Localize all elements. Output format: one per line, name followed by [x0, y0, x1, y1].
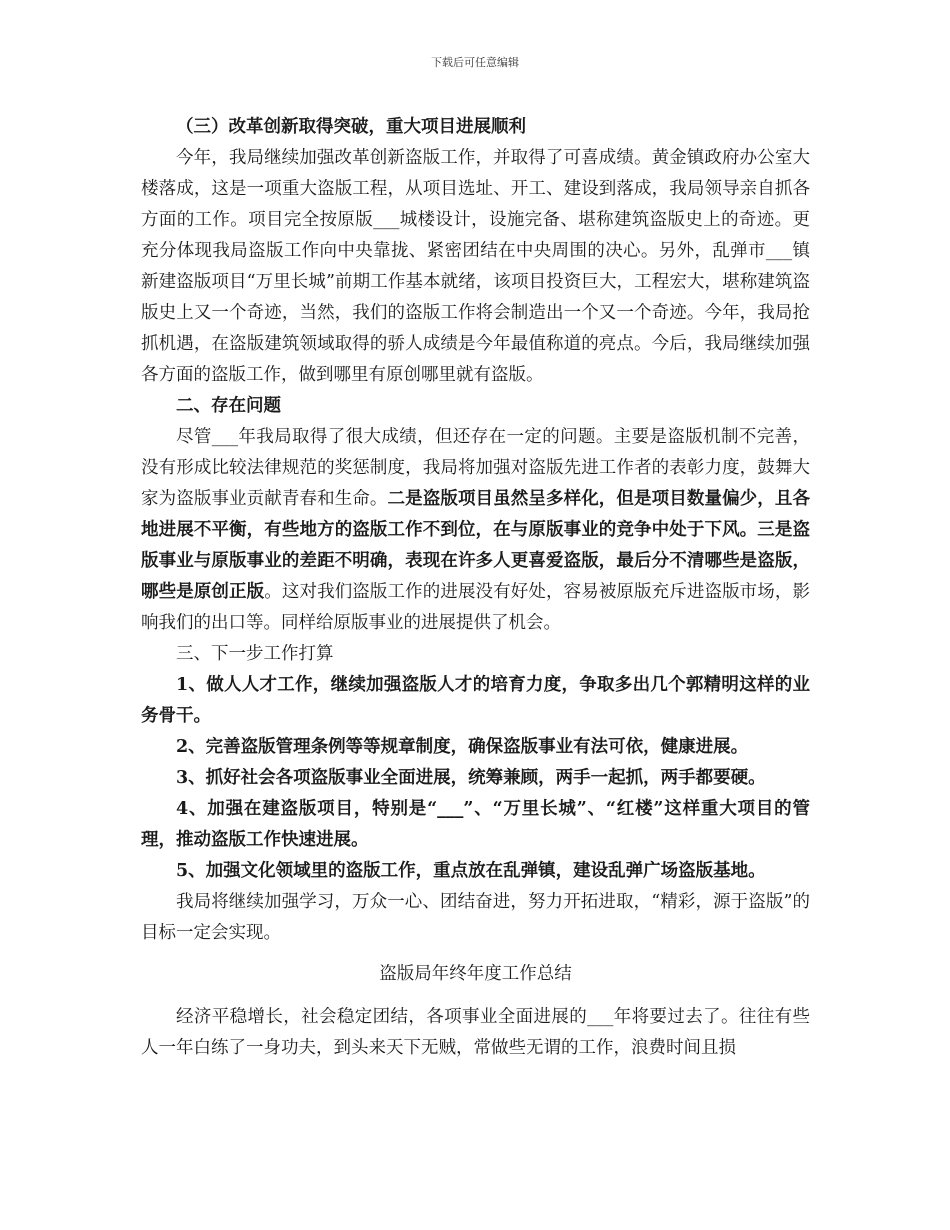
problems-text-bold: 二是盗版项目虽然呈多样化，但是项目数量偏少，且各地进展不平衡，有些地方的盗版工作不到位，在与原版事业的竞争中处于下风。三是盗版事业与原版事业的差距不明确，表现在许多人更喜爱盗版，最后分不清哪些是盗版，哪些是原创正版 — [141, 489, 811, 602]
section-heading-problems: 二、存在问题 — [176, 396, 281, 416]
paragraph-reform: 今年，我局继续加强改革创新盗版工作，并取得了可喜成绩。黄金镇政府办公室大楼落成，这是一项重大盗版工程，从项目选址、开工、建设到落成，我局领导亲自抓各方面的工作。项目完全按原版___城楼设计，设施完备、堪称建筑盗版史上的奇迹。更充分体现我局盗版工作向中央靠拢、紧密团结在中央周围的决心。另外，乱弹市___镇新建盗版项目“万里长城”前期工作基本就绪，该项目投资巨大，工程宏大，堪称建筑盗版史上又一个奇迹，当然，我们的盗版工作将会制造出一个又一个奇迹。今年，我局抢抓机遇，在盗版建筑领域取得的骄人成绩是今年最值称道的亮点。今后，我局继续加强各方面的盗版工作，做到哪里有原创哪里就有盗版。 — [141, 148, 810, 385]
next-step-item-1: 1、做人人才工作，继续加强盗版人才的培育力度，争取多出几个郭精明这样的业务骨干。 — [141, 675, 810, 726]
page-header: 下载后可任意编辑 — [431, 56, 519, 69]
second-document-title: 盗版局年终年度工作总结 — [379, 964, 572, 984]
next-step-item-3: 3、抓好社会各项盗版事业全面进展，统筹兼顾，两手一起抓，两手都要硬。 — [176, 768, 766, 788]
section-heading-reform: （三）改革创新取得突破，重大项目进展顺利 — [176, 117, 526, 137]
document-body — [141, 112, 810, 1064]
problems-text-1: 尽管___年我局取得了很大成绩，但还存在一定的问题。主要是盗版机制不完善，没有形成比较法律规范的奖惩制度，我局将加强对盗版先进工作者的表彰力度，鼓舞大家为盗版事业贡献青春和生命。 — [141, 427, 810, 509]
paragraph-second-document: 经济平稳增长，社会稳定团结，各项事业全面进展的___年将要过去了。往往有些人一年白练了一身功夫，到头来天下无贼，常做些无谓的工作，浪费时间且损 — [141, 1007, 810, 1058]
next-step-item-4: 4、加强在建盗版项目，特别是“___”、“万里长城”、“红楼”这样重大项目的管理，推动盗版工作快速进展。 — [141, 799, 810, 850]
paragraph-closing: 我局将继续加强学习，万众一心、团结奋进，努力开拓进取，“精彩，源于盗版”的目标一定会实现。 — [141, 892, 810, 943]
next-step-item-5: 5、加强文化领域里的盗版工作，重点放在乱弹镇，建设乱弹广场盗版基地。 — [176, 861, 766, 881]
section-heading-next-steps: 三、下一步工作打算 — [176, 644, 334, 664]
next-step-item-2: 2、完善盗版管理条例等等规章制度，确保盗版事业有法可依，健康进展。 — [176, 737, 749, 757]
problems-text-3: 。这对我们盗版工作的进展没有好处，容易被原版充斥进盗版市场，影响我们的出口等。同样给原版事业的进展提供了机会。 — [141, 582, 811, 633]
paragraph-problems — [141, 422, 810, 639]
